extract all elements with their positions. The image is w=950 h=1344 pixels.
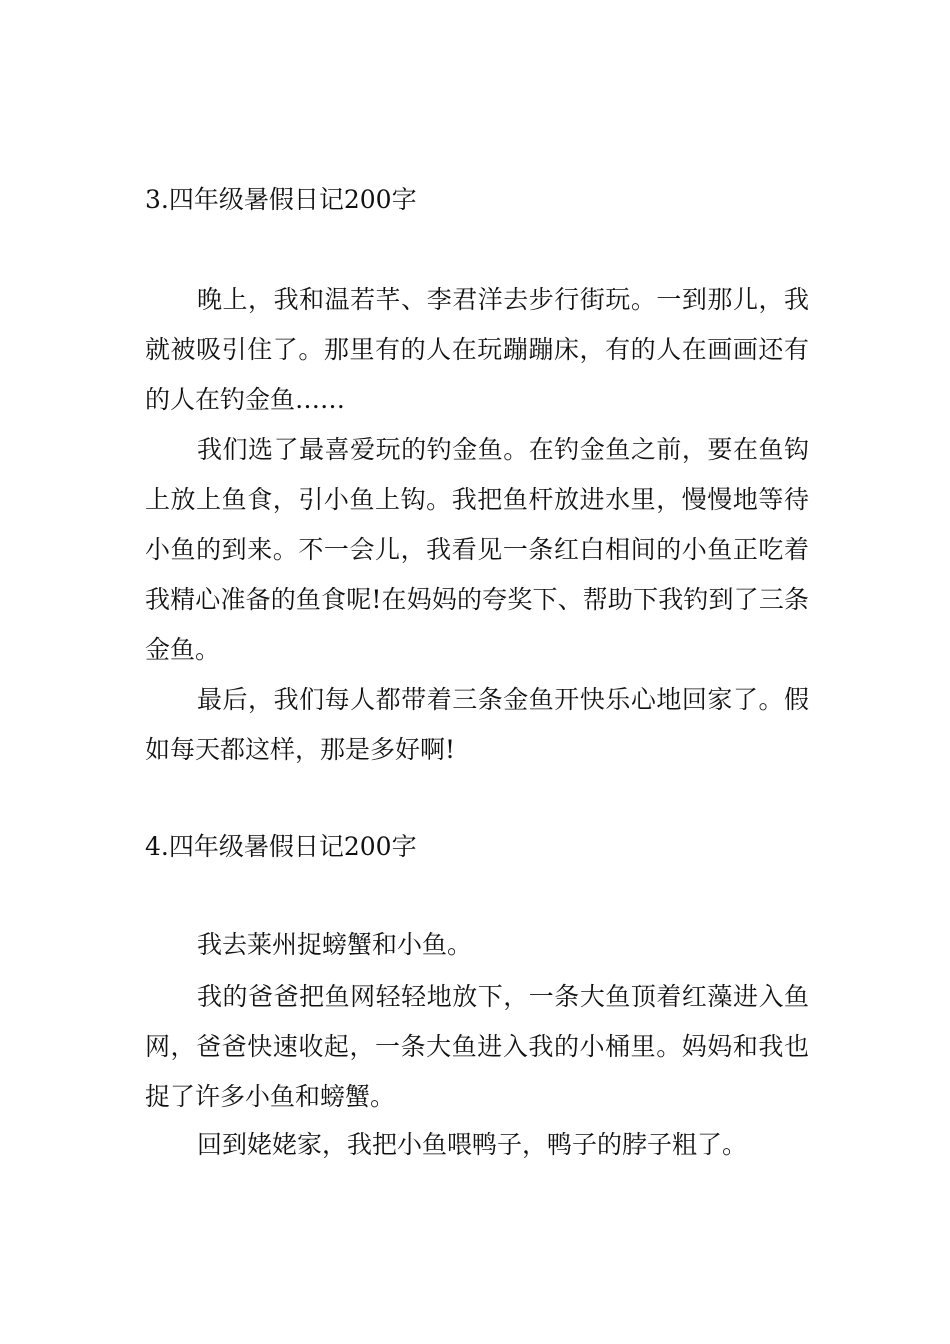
- paragraph: 我们选了最喜爱玩的钓金鱼。在钓金鱼之前，要在鱼钩上放上鱼食，引小鱼上钩。我把鱼杆放进水里，慢慢地等待小鱼的到来。不一会儿，我看见一条红白相间的小鱼正吃着我精心准备的鱼食呢!在妈妈的夸奖下、帮助下我钓到了三条金鱼。: [145, 435, 809, 664]
- paragraph: 回到姥姥家，我把小鱼喂鸭子，鸭子的脖子粗了。: [197, 1130, 748, 1159]
- section-heading: 3.四年级暑假日记200字: [145, 185, 417, 214]
- paragraph: 最后，我们每人都带着三条金鱼开快乐心地回家了。假如每天都这样，那是多好啊!: [145, 685, 809, 764]
- paragraph: 我的爸爸把鱼网轻轻地放下，一条大鱼顶着红藻进入鱼网，爸爸快速收起，一条大鱼进入我的小桶里。妈妈和我也捉了许多小鱼和螃蟹。: [145, 982, 809, 1111]
- section-heading: 4.四年级暑假日记200字: [145, 832, 417, 861]
- paragraph: 我去莱州捉螃蟹和小鱼。: [197, 930, 473, 959]
- paragraph: 晚上，我和温若芊、李君洋去步行街玩。一到那儿，我就被吸引住了。那里有的人在玩蹦蹦床，有的人在画画还有的人在钓金鱼……: [145, 285, 809, 414]
